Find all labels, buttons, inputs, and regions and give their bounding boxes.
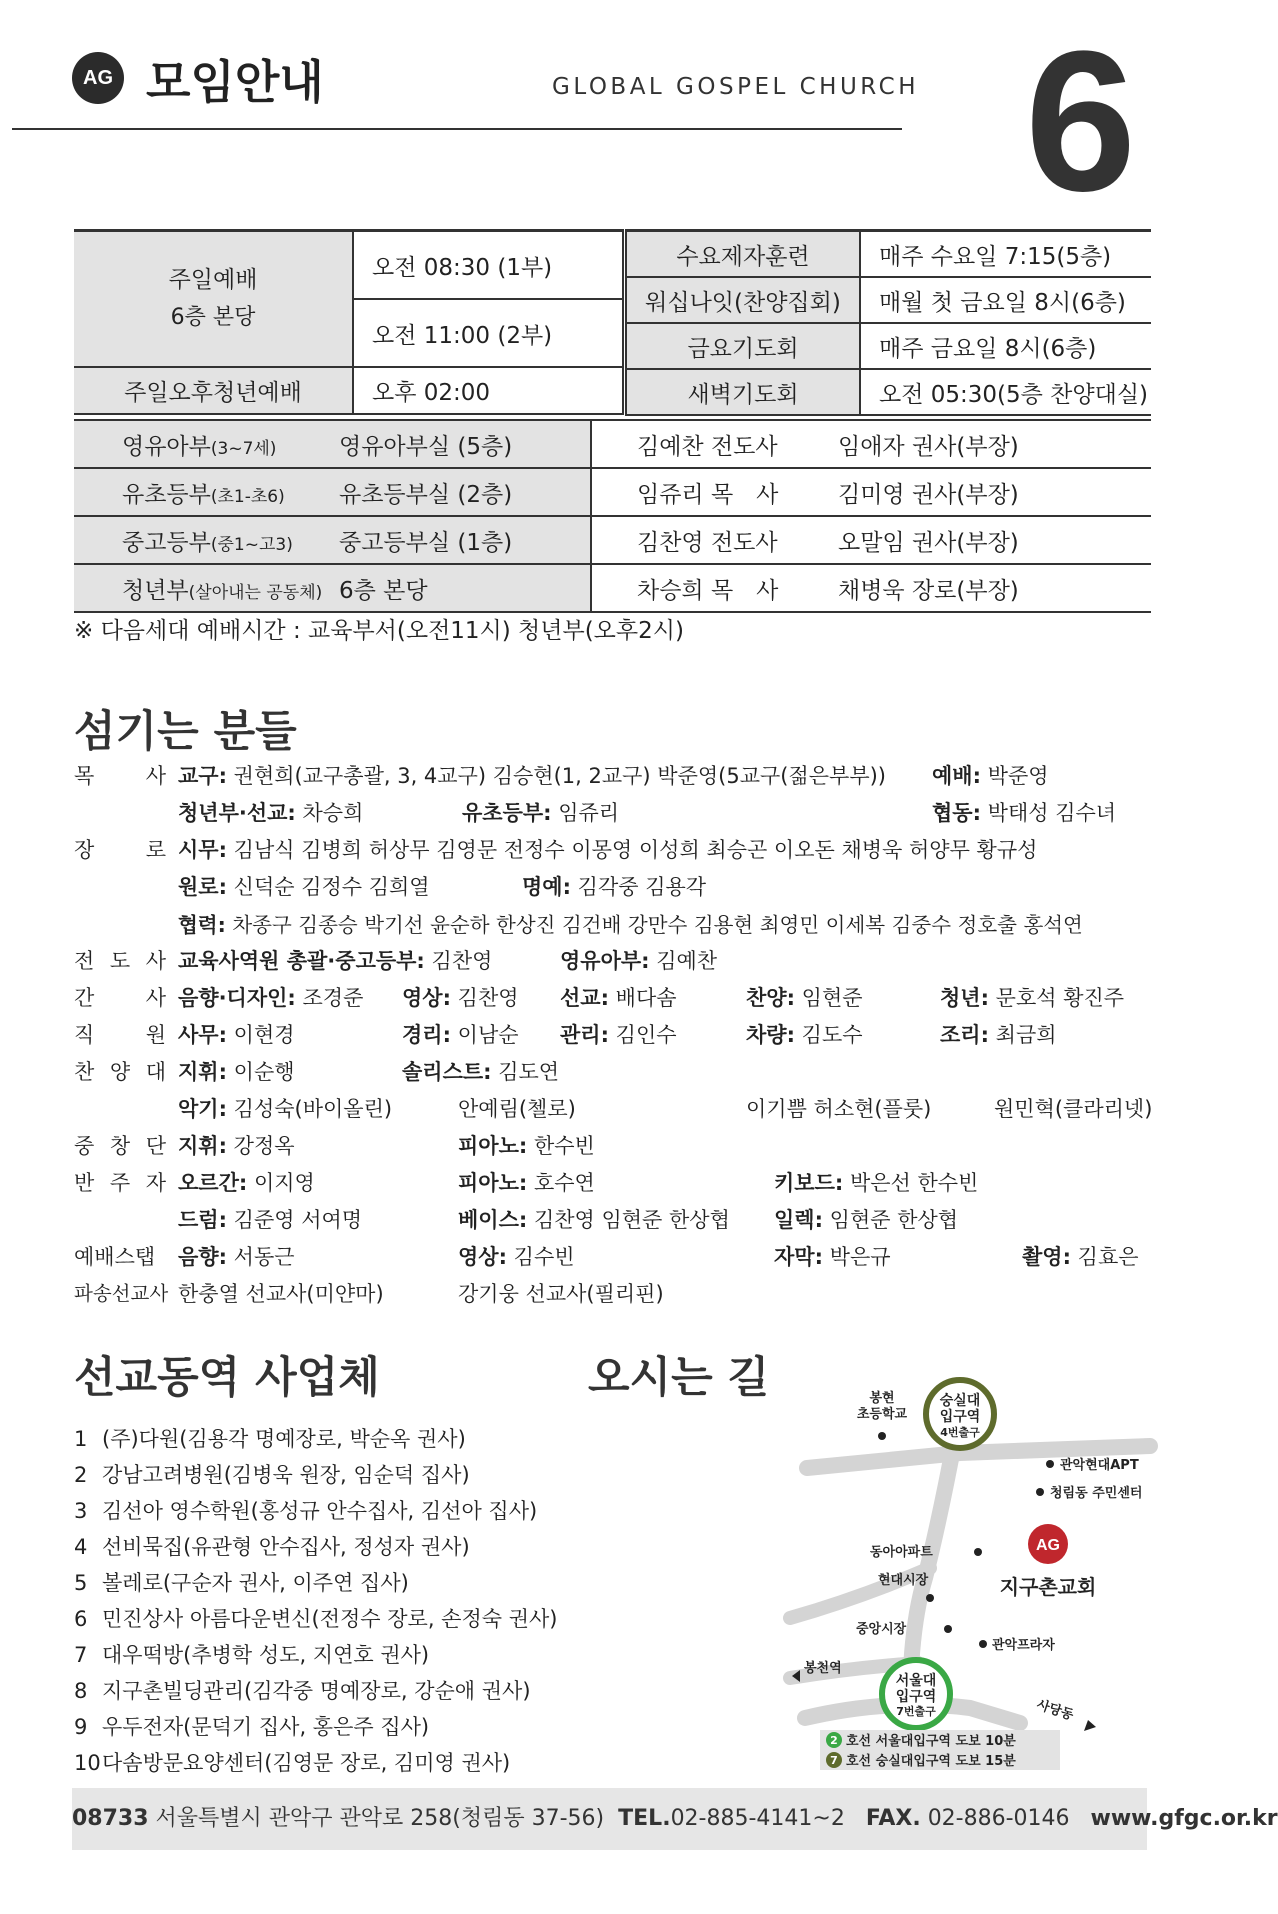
department-row bbox=[74, 420, 1151, 468]
staff-entry: 베이스: 김찬영 임현준 한상협 bbox=[458, 1208, 730, 1232]
list-item: 10다솜방문요양센터(김영문 장로, 김미영 권사) bbox=[74, 1751, 511, 1775]
svg-text:사당동: 사당동 bbox=[1034, 1697, 1076, 1724]
role-chorus: 중 창 단 bbox=[74, 1134, 166, 1158]
staff-entry: 드럼: 김준영 서여명 bbox=[178, 1208, 363, 1232]
list-item: 8 지구촌빌딩관리(김각중 명예장로, 강순애 권사) bbox=[74, 1679, 531, 1703]
role-evangelist: 전 도 사 bbox=[74, 949, 166, 973]
role-missionary: 파송선교사 bbox=[74, 1282, 169, 1305]
staff-entry: 청년부·선교: 차승희 bbox=[178, 801, 364, 825]
department-head: 오말임 권사(부장) bbox=[838, 516, 1151, 564]
list-item: 9 우두전자(문덕기 집사, 홍은주 집사) bbox=[74, 1715, 430, 1739]
address: 서울특별시 관악구 관악로 258(청림동 37-56) bbox=[155, 1806, 605, 1831]
staff-entry: 피아노: 호수연 bbox=[458, 1171, 595, 1195]
department-pastor: 김찬영 전도사 bbox=[591, 516, 838, 564]
sunday-service-location: 6층 본당 bbox=[170, 305, 256, 330]
department-head: 김미영 권사(부장) bbox=[838, 468, 1151, 516]
sunday-service-cell bbox=[74, 231, 353, 368]
schedule-label: 수요제자훈련 bbox=[626, 231, 860, 278]
staff-entry: 시무: 김남식 김병희 허상무 김영문 전정수 이몽영 이성희 최승곤 이오돈 채병욱 허양무 황규성 bbox=[178, 838, 1038, 862]
department-pastor: 차승희 목 사 bbox=[591, 564, 838, 612]
svg-text:청림동 주민센터: 청림동 주민센터 bbox=[1050, 1486, 1143, 1501]
station-bottom bbox=[882, 1660, 950, 1728]
svg-text:관악현대APT: 관악현대APT bbox=[1060, 1458, 1139, 1473]
staff-entry: 키보드: 박은선 한수빈 bbox=[774, 1171, 979, 1195]
youth-service-label: 주일오후청년예배 bbox=[74, 367, 353, 414]
staff-entry: 촬영: 김효은 bbox=[1022, 1245, 1139, 1269]
svg-text:초등학교: 초등학교 bbox=[856, 1407, 908, 1422]
next-generation-note: ※ 다음세대 예배시간 : 교육부서(오전11시) 청년부(오후2시) bbox=[74, 618, 684, 644]
department-room: 영유아부실 (5층) bbox=[339, 420, 591, 468]
staff-entry: 관리: 김인수 bbox=[560, 1023, 677, 1047]
svg-text:동아아파트: 동아아파트 bbox=[870, 1545, 933, 1560]
schedule-label: 워십나잇(찬양집회) bbox=[626, 277, 860, 323]
svg-text:현대시장: 현대시장 bbox=[878, 1573, 929, 1588]
staff-entry: 악기: 김성숙(바이올린) bbox=[178, 1097, 393, 1121]
church-marker bbox=[1000, 1524, 1097, 1599]
svg-text:입구역: 입구역 bbox=[939, 1409, 981, 1425]
business-section-title: 선교동역 사업체 bbox=[74, 1353, 380, 1403]
staff-entry: 이기쁨 허소현(플룻) bbox=[746, 1097, 932, 1121]
svg-text:호선 숭실대입구역 도보 15분: 호선 숭실대입구역 도보 15분 bbox=[846, 1754, 1016, 1769]
staff-entry: 안예림(첼로) bbox=[458, 1097, 576, 1121]
staff-entry: 일렉: 임현준 한상협 bbox=[774, 1208, 959, 1232]
staff-section-title: 섬기는 분들 bbox=[74, 707, 297, 757]
department-head: 임애자 권사(부장) bbox=[838, 420, 1151, 468]
schedule-label: 새벽기도회 bbox=[626, 369, 860, 415]
department-table bbox=[74, 419, 1151, 613]
role-elder: 장 로 bbox=[74, 838, 166, 862]
header-divider bbox=[12, 128, 902, 130]
department-room: 중고등부실 (1층) bbox=[339, 516, 591, 564]
list-item: 2 강남고려병원(김병욱 원장, 임순덕 집사) bbox=[74, 1463, 470, 1487]
weekday-schedule-table bbox=[625, 229, 1151, 416]
staff-entry: 지휘: 강정옥 bbox=[178, 1134, 295, 1158]
department-name: 중고등부(중1~고3) bbox=[74, 516, 339, 564]
schedule-value: 매주 수요일 7:15(5층) bbox=[860, 231, 1151, 278]
list-item: 7 대우떡방(추병학 성도, 지연호 권사) bbox=[74, 1643, 430, 1667]
staff-entry: 예배: 박준영 bbox=[932, 764, 1049, 788]
svg-text:숭실대: 숭실대 bbox=[939, 1393, 981, 1409]
svg-text:중앙시장: 중앙시장 bbox=[856, 1622, 907, 1637]
department-name: 청년부(살아내는 공동체) bbox=[74, 564, 339, 612]
staff-entry: 교구: 권현희(교구총괄, 3, 4교구) 김승현(1, 2교구) 박준영(5교구(젊은부부)) bbox=[178, 764, 886, 788]
department-name: 유초등부(초1-초6) bbox=[74, 468, 339, 516]
staff-entry: 한충열 선교사(미얀마) bbox=[178, 1282, 384, 1306]
church-logo: AG bbox=[72, 52, 124, 104]
staff-entry: 영상: 김수빈 bbox=[458, 1245, 575, 1269]
list-item: 4 선비묵집(유관형 안수집사, 정성자 권사) bbox=[74, 1535, 470, 1559]
svg-text:봉현: 봉현 bbox=[869, 1391, 895, 1406]
youth-service-time: 오후 02:00 bbox=[353, 367, 623, 414]
department-pastor: 임쥬리 목 사 bbox=[591, 468, 838, 516]
svg-text:7: 7 bbox=[830, 1754, 838, 1767]
staff-entry: 자막: 박은규 bbox=[774, 1245, 891, 1269]
website-link[interactable]: www.gfgc.or.kr bbox=[1090, 1806, 1278, 1831]
staff-entry: 조리: 최금희 bbox=[940, 1023, 1057, 1047]
svg-text:2: 2 bbox=[830, 1734, 838, 1747]
svg-text:봉천역: 봉천역 bbox=[804, 1661, 842, 1676]
department-room: 유초등부실 (2층) bbox=[339, 468, 591, 516]
schedule-row bbox=[626, 369, 1151, 415]
directions-map bbox=[770, 1378, 1150, 1770]
svg-text:지구촌교회: 지구촌교회 bbox=[999, 1575, 1097, 1599]
staff-entry: 원로: 신덕순 김정수 김희열 bbox=[178, 875, 430, 899]
schedule-label: 금요기도회 bbox=[626, 323, 860, 369]
list-item: 6 민진상사 아름다운변신(전정수 장로, 손정숙 권사) bbox=[74, 1607, 558, 1631]
department-pastor: 김예찬 전도사 bbox=[591, 420, 838, 468]
station-top bbox=[926, 1380, 994, 1448]
schedule-row bbox=[626, 277, 1151, 323]
church-name: GLOBAL GOSPEL CHURCH bbox=[552, 74, 919, 100]
staff-entry: 경리: 이남순 bbox=[402, 1023, 519, 1047]
svg-text:서울대: 서울대 bbox=[895, 1673, 937, 1689]
svg-text:호선 서울대입구역 도보 10분: 호선 서울대입구역 도보 10분 bbox=[846, 1734, 1016, 1749]
service1-time: 오전 08:30 (1부) bbox=[353, 231, 623, 300]
sunday-schedule-table bbox=[74, 229, 624, 415]
sunday-service-label: 주일예배 bbox=[168, 267, 258, 293]
staff-entry: 유초등부: 임쥬리 bbox=[462, 801, 620, 825]
tel: 02-885-4141~2 bbox=[670, 1806, 845, 1831]
staff-entry: 청년: 문호석 황진주 bbox=[940, 986, 1125, 1010]
staff-entry: 강기웅 선교사(필리핀) bbox=[458, 1282, 664, 1306]
postcode: 08733 bbox=[72, 1806, 149, 1831]
footer-contact-bar bbox=[72, 1788, 1278, 1850]
staff-entry: 피아노: 한수빈 bbox=[458, 1134, 595, 1158]
transit-legend bbox=[820, 1730, 1060, 1770]
issue-number: 6 bbox=[1025, 10, 1137, 233]
staff-entry: 교육사역원 총괄·중고등부: 김찬영 bbox=[178, 949, 493, 973]
svg-text:7번출구: 7번출구 bbox=[896, 1705, 936, 1718]
schedule-row bbox=[626, 231, 1151, 278]
staff-entry: 협동: 박태성 김수녀 bbox=[932, 801, 1117, 825]
schedule-value: 매월 첫 금요일 8시(6층) bbox=[860, 277, 1151, 323]
department-row bbox=[74, 516, 1151, 564]
department-name: 영유아부(3~7세) bbox=[74, 420, 339, 468]
role-pastor: 목 사 bbox=[74, 764, 166, 788]
staff-entry: 음향: 서동근 bbox=[178, 1245, 295, 1269]
svg-text:4번출구: 4번출구 bbox=[940, 1426, 980, 1439]
svg-text:AG: AG bbox=[1036, 1537, 1060, 1554]
schedule-value: 오전 05:30(5층 찬양대실) bbox=[860, 369, 1151, 415]
staff-entry: 선교: 배다솜 bbox=[560, 986, 677, 1010]
role-staff: 직 원 bbox=[74, 1023, 166, 1047]
role-choir: 찬 양 대 bbox=[74, 1060, 166, 1084]
department-room: 6층 본당 bbox=[339, 564, 591, 612]
schedule-value: 매주 금요일 8시(6층) bbox=[860, 323, 1151, 369]
list-item: 5 볼레로(구순자 권사, 이주연 집사) bbox=[74, 1571, 409, 1595]
department-row bbox=[74, 468, 1151, 516]
tel-label: TEL. bbox=[618, 1806, 671, 1831]
list-item: 3 김선아 영수학원(홍성규 안수집사, 김선아 집사) bbox=[74, 1499, 538, 1523]
staff-entry: 협력: 차종구 김종승 박기선 윤순하 한상진 김건배 강만수 김용현 최영민 이세복 김중수 정호출 홍석연 bbox=[178, 913, 1083, 937]
list-item: 1 (주)다원(김용각 명예장로, 박순옥 권사) bbox=[74, 1427, 466, 1451]
staff-entry: 원민혁(클라리넷) bbox=[994, 1097, 1153, 1121]
role-band: 반 주 자 bbox=[74, 1171, 166, 1195]
role-manager: 간 사 bbox=[74, 986, 166, 1010]
staff-entry: 사무: 이현경 bbox=[178, 1023, 295, 1047]
map-landmarks bbox=[856, 1390, 1142, 1653]
staff-entry: 솔리스트: 김도연 bbox=[402, 1060, 560, 1084]
svg-text:관악프라자: 관악프라자 bbox=[992, 1638, 1055, 1653]
directions-section-title: 오시는 길 bbox=[588, 1353, 770, 1403]
role-worship-tab: 예배스탭 bbox=[74, 1245, 156, 1269]
staff-entry: 명예: 김각중 김용각 bbox=[522, 875, 707, 899]
svg-text:입구역: 입구역 bbox=[895, 1689, 937, 1705]
department-head: 채병욱 장로(부장) bbox=[838, 564, 1151, 612]
staff-entry: 영유아부: 김예찬 bbox=[560, 949, 718, 973]
staff-entry: 음향·디자인: 조경준 bbox=[178, 986, 364, 1010]
staff-entry: 영상: 김찬영 bbox=[402, 986, 519, 1010]
fax-label: FAX. bbox=[865, 1806, 921, 1831]
fax: 02-886-0146 bbox=[927, 1806, 1070, 1831]
staff-entry: 지휘: 이순행 bbox=[178, 1060, 295, 1084]
schedule-row bbox=[626, 323, 1151, 369]
staff-entry: 찬양: 임현준 bbox=[746, 986, 863, 1010]
business-list bbox=[74, 1423, 557, 1783]
page-title: 모임안내 bbox=[146, 55, 324, 109]
staff-entry: 차량: 김도수 bbox=[746, 1023, 863, 1047]
staff-entry: 오르간: 이지영 bbox=[178, 1171, 315, 1195]
department-row bbox=[74, 564, 1151, 612]
service2-time: 오전 11:00 (2부) bbox=[353, 299, 623, 367]
